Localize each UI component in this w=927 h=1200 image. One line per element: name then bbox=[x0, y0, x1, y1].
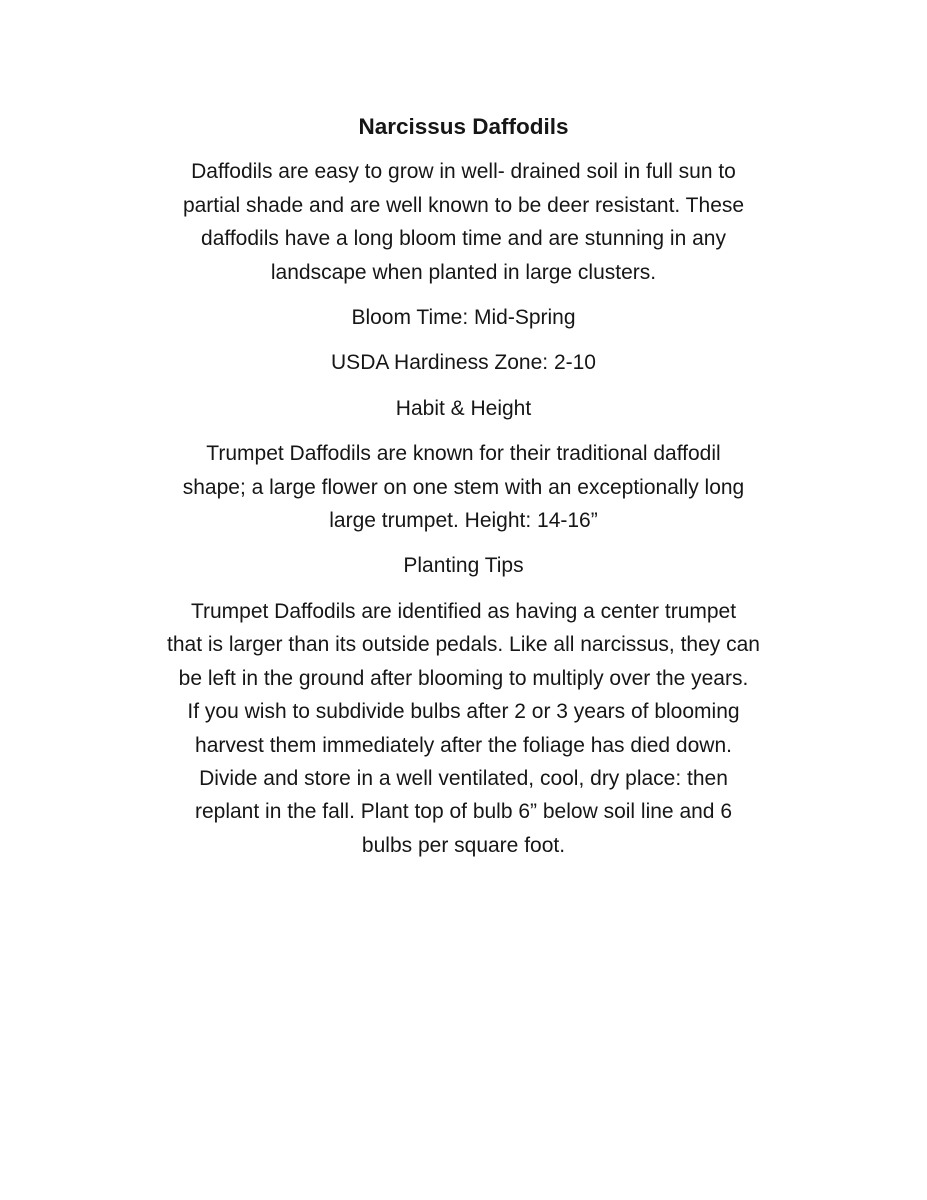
text-line: partial shade and are well known to be deer resistant. These bbox=[182, 193, 745, 217]
text-line: Trumpet Daffodils are identified as having a center trumpet bbox=[190, 599, 737, 623]
text-line: Bloom Time: Mid-Spring bbox=[351, 306, 576, 330]
hardiness-zone-line bbox=[94, 346, 834, 379]
intro-paragraph bbox=[94, 155, 834, 289]
text-line: Daffodils are easy to grow in well- drained soil in full sun to bbox=[191, 160, 736, 184]
text-line: replant in the fall. Plant top of bulb 6” below soil line and 6 bbox=[194, 800, 732, 824]
habit-height-heading bbox=[94, 392, 834, 425]
text-line: Planting Tips bbox=[403, 554, 524, 578]
page-title: Narcissus Daffodils bbox=[358, 114, 569, 139]
text-line: USDA Hardiness Zone: 2-10 bbox=[331, 351, 596, 375]
text-line: Divide and store in a well ventilated, cool, dry place: then bbox=[199, 766, 728, 790]
text-line: that is larger than its outside pedals. Like all narcissus, they can bbox=[167, 633, 760, 657]
text-line: shape; a large flower on one stem with an exceptionally long bbox=[182, 475, 745, 499]
text-line: bulbs per square foot. bbox=[361, 833, 566, 857]
habit-height-paragraph bbox=[94, 437, 834, 537]
text-line: If you wish to subdivide bulbs after 2 or 3 years of blooming bbox=[187, 700, 740, 724]
text-line: landscape when planted in large clusters. bbox=[270, 260, 657, 284]
bloom-time-line bbox=[94, 301, 834, 334]
text-line: Trumpet Daffodils are known for their traditional daffodil bbox=[206, 442, 721, 466]
planting-tips-paragraph bbox=[94, 595, 834, 862]
text-line: daffodils have a long bloom time and are stunning in any bbox=[201, 227, 726, 251]
document-page bbox=[94, 0, 834, 862]
text-line: Habit & Height bbox=[395, 396, 532, 420]
planting-tips-heading bbox=[94, 549, 834, 582]
text-line: be left in the ground after blooming to multiply over the years. bbox=[178, 666, 749, 690]
text-line: large trumpet. Height: 14-16” bbox=[329, 509, 598, 533]
text-line: harvest them immediately after the foliage has died down. bbox=[195, 733, 732, 757]
